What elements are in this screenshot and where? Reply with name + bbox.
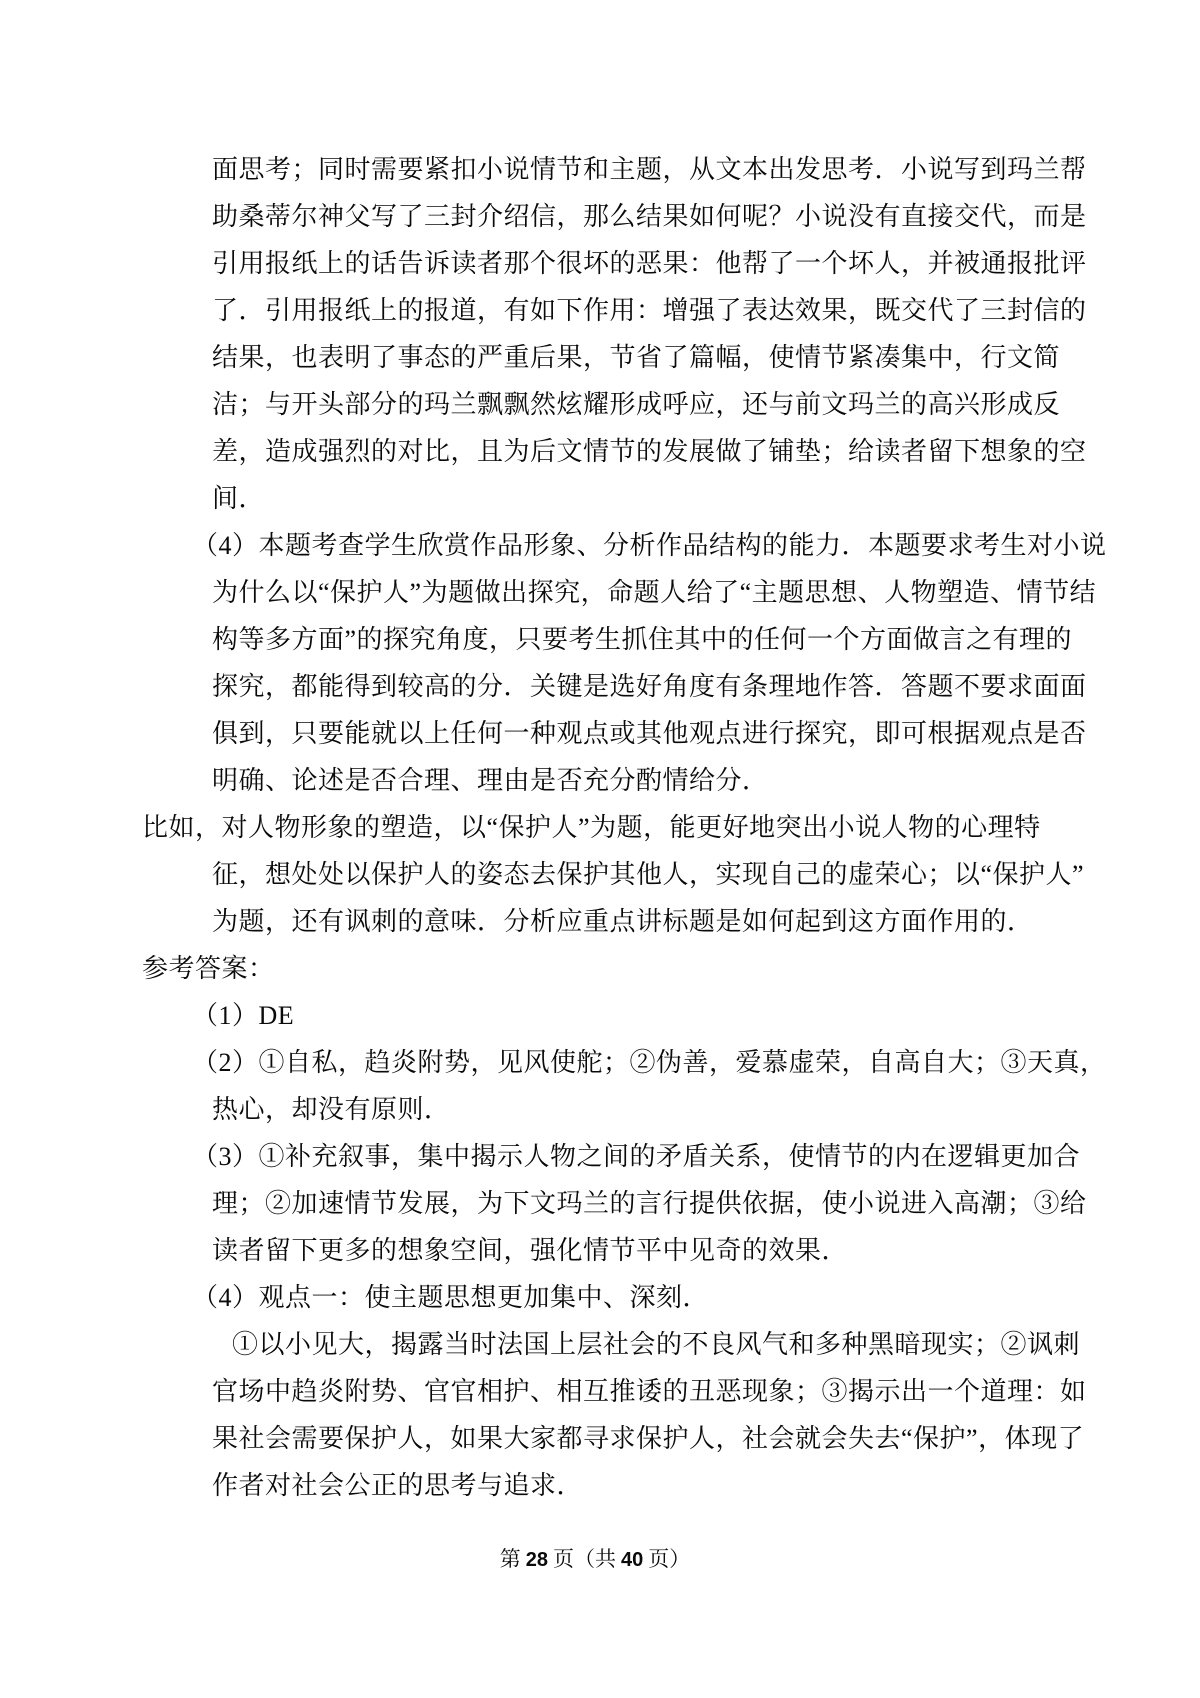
answer-item-4: （4）观点一：使主题思想更加集中、深刻． — [192, 1283, 710, 1312]
text-line: 结果，也表明了事态的严重后果，节省了篇幅，使情节紧凑集中，行文简 — [212, 343, 1061, 372]
reference-answer-heading: 参考答案： — [142, 954, 275, 983]
text-line: 面思考；同时需要紧扣小说情节和主题，从文本出发思考．小说写到玛兰帮 — [212, 155, 1087, 184]
text-line: 助桑蒂尔神父写了三封介绍信，那么结果如何呢？小说没有直接交代，而是 — [212, 202, 1087, 231]
text-line: 热心，却没有原则． — [212, 1095, 451, 1124]
footer-page-number: 28 — [525, 1549, 548, 1571]
answer-item-2: （2）①自私，趋炎附势，见风使舵；②伪善，爱慕虚荣，自高自大；③天真， — [192, 1048, 1107, 1077]
text-line: 读者留下更多的想象空间，强化情节平中见奇的效果． — [212, 1236, 849, 1265]
text-line: 作者对社会公正的思考与追求． — [212, 1471, 584, 1500]
answer-text-block — [142, 146, 1107, 1509]
footer-total-pages: 40 — [621, 1549, 644, 1571]
text-line: 构等多方面”的探究角度，只要考生抓住其中的任何一个方面做言之有理的 — [212, 625, 1073, 654]
text-line-item-4-analysis: （4）本题考查学生欣赏作品形象、分析作品结构的能力．本题要求考生对小说 — [192, 531, 1107, 560]
footer-prefix: 第 — [499, 1547, 521, 1571]
footer-suffix: 页） — [648, 1547, 691, 1571]
text-line: 引用报纸上的话告诉读者那个很坏的恶果：他帮了一个坏人，并被通报批评 — [212, 249, 1087, 278]
footer-middle: 页（共 — [553, 1547, 616, 1571]
text-line: ①以小见大，揭露当时法国上层社会的不良风气和多种黑暗现实；②讽刺 — [232, 1330, 1081, 1359]
answer-item-1: （1）DE — [192, 1001, 295, 1030]
text-line: 洁；与开头部分的玛兰飘飘然炫耀形成呼应，还与前文玛兰的高兴形成反 — [212, 390, 1061, 419]
text-line: 为题，还有讽刺的意味．分析应重点讲标题是如何起到这方面作用的． — [212, 907, 1034, 936]
text-line: 差，造成强烈的对比，且为后文情节的发展做了铺垫；给读者留下想象的空 — [212, 437, 1087, 466]
text-line: 明确、论述是否合理、理由是否充分酌情给分． — [212, 766, 769, 795]
page-footer — [0, 1544, 1190, 1575]
text-line: 为什么以“保护人”为题做出探究，命题人给了“主题思想、人物塑造、情节结 — [212, 578, 1097, 607]
text-line: 探究，都能得到较高的分．关键是选好角度有条理地作答．答题不要求面面 — [212, 672, 1087, 701]
answer-item-3: （3）①补充叙事，集中揭示人物之间的矛盾关系，使情节的内在逻辑更加合 — [192, 1142, 1081, 1171]
text-line: 征，想处处以保护人的姿态去保护其他人，实现自己的虚荣心；以“保护人” — [212, 860, 1085, 889]
text-line: 了．引用报纸上的报道，有如下作用：增强了表达效果，既交代了三封信的 — [212, 296, 1087, 325]
text-line-example: 比如，对人物形象的塑造，以“保护人”为题，能更好地突出小说人物的心理特 — [142, 813, 1041, 842]
text-line: 果社会需要保护人，如果大家都寻求保护人，社会就会失去“保护”，体现了 — [212, 1424, 1085, 1453]
text-line: 俱到，只要能就以上任何一种观点或其他观点进行探究，即可根据观点是否 — [212, 719, 1087, 748]
text-line: 理；②加速情节发展，为下文玛兰的言行提供依据，使小说进入高潮；③给 — [212, 1189, 1087, 1218]
text-line: 官场中趋炎附势、官官相护、相互推诿的丑恶现象；③揭示出一个道理：如 — [212, 1377, 1087, 1406]
text-line: 间． — [212, 484, 266, 513]
